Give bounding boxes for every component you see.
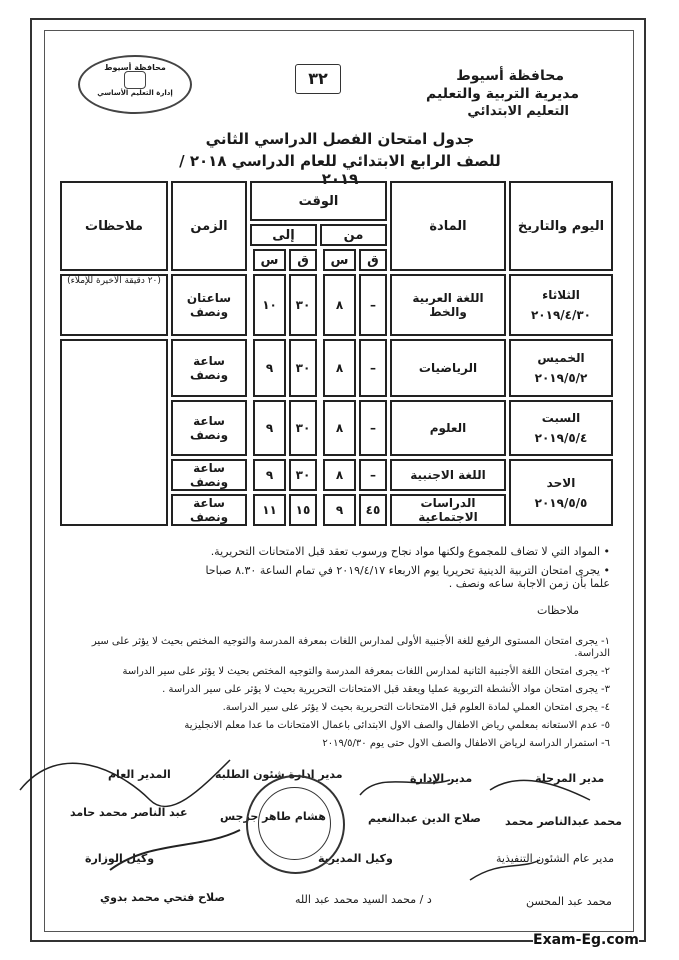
signature-title: مدير عام الشئون التنفيذية [496,852,614,865]
logo-text-top: محافظة أسيوط [104,63,166,72]
to-s-cell: ١١ [253,494,286,526]
signature-name: صلاح الدين عبدالنعيم [368,812,481,825]
to-q-cell: ٣٠ [289,459,317,491]
subject-cell: الرياضيات [390,339,506,397]
day-name: الثلاثاء [542,288,580,302]
header-subject: المادة [390,181,506,271]
header-from-s: س [323,249,356,271]
page-number: ٣٢ [295,64,341,94]
notes-title: ملاحظات [537,604,579,617]
header-line-primary: التعليم الابتدائي [467,104,569,119]
from-q-cell: – [359,400,387,456]
exam-date: ٢٠١٩/٥/٢ [534,371,588,385]
signature-name: محمد عبد المحسن [526,895,612,908]
table-row [60,339,613,397]
to-q-cell: ٣٠ [289,274,317,336]
subject-cell: العلوم [390,400,506,456]
day-date-cell [509,459,613,526]
duration-cell: ساعة ونصف [171,459,247,491]
to-q-cell: ١٥ [289,494,317,526]
signature-title: وكيل الوزارة [85,852,155,865]
signature-name: هشام طاهر جرجس [220,810,326,823]
exam-date: ٢٠١٩/٤/٣٠ [530,308,592,322]
logo-text-bottom: إدارة التعليم الأساسي [97,89,173,97]
note-item: ٦- استمرار الدراسة لرياض الاطفال والصف الاول حتى يوم ٢٠١٩/٥/٣٠ [322,738,610,749]
duration-cell: ساعة ونصف [171,339,247,397]
header-to-q: ق [289,249,317,271]
table-row [60,274,613,336]
to-s-cell: ١٠ [253,274,286,336]
header-line-directorate: مديرية التربية والتعليم [426,86,579,102]
title-line-1: جدول امتحان الفصل الدراسي الثاني [205,130,475,148]
from-q-cell: – [359,459,387,491]
signature-title: المدير العام [108,768,171,781]
note-item: ٥- عدم الاستعانه بمعلمي رياض الاطفال والصف الاول الابتدائى باعمال الامتحانات ما عدا معلم الانجليزية [184,720,610,731]
header-to-s: س [253,249,286,271]
signature-name: صلاح فتحي محمد بدوي [100,891,226,904]
to-s-cell: ٩ [253,400,286,456]
ministry-logo [78,55,192,114]
subject-cell: اللغة العربية والخط [390,274,506,336]
duration-cell: ساعة ونصف [171,400,247,456]
signature-name: محمد عبدالناصر محمد [505,815,622,828]
bullet-item: • المواد التي لا تضاف للمجموع ولكنها مواد نجاح ورسوب تعقد قبل الامتحانات التحريرية. [210,545,610,558]
header-duration: الزمن [171,181,247,271]
from-s-cell: ٩ [323,494,356,526]
signature-name: د / محمد السيد محمد عبد الله [295,893,432,906]
note-item: ٤- يجرى امتحان العملي لمادة العلوم قبل الامتحانات التحريرية بحيث لا يؤثر على سير الدراسة. [222,702,610,713]
day-date-cell [509,274,613,336]
duration-cell: ساعة ونصف [171,494,247,526]
day-name: الاحد [546,475,576,490]
subject-cell: الدراسات الاجتماعية [390,494,506,526]
to-s-cell: ٩ [253,459,286,491]
notes-list [90,636,610,756]
bullet-item: • يجرى امتحان التربية الدينية تحريريا يوم الاربعاء ٢٠١٩/٤/١٧ في تمام الساعة ٨.٣٠ صباحا علما بأن زمن الاجابة ساعه ونصف . [205,564,610,590]
from-s-cell: ٨ [323,459,356,491]
exam-date: ٢٠١٩/٥/٤ [534,431,588,445]
from-s-cell: ٨ [323,400,356,456]
day-name: الخميس [537,351,585,365]
header-day-date: اليوم والتاريخ [509,181,613,271]
to-q-cell: ٣٠ [289,339,317,397]
to-q-cell: ٣٠ [289,400,317,456]
note-item: ١- يجرى امتحان المستوى الرفيع للغة الأجنبية الأولى لمدارس اللغات بمعرفة المدرسة والتوجيه المختص بحيث لا يؤثر على سير الدراسة. [91,636,610,659]
bullet-list [195,545,610,596]
signature-title: وكيل المديرية [318,852,393,865]
signature-title: مدير ادارة شئون الطلبة [215,768,343,781]
from-q-cell: ٤٥ [359,494,387,526]
signature-name: عبد الناصر محمد حامد [70,806,188,819]
note-item: ٣- يجرى امتحان مواد الأنشطة التربوية عمليا ويعقد قبل الامتحانات التحريرية بحيث لا يؤثر على سير الدراسة . [162,684,610,695]
from-q-cell: – [359,339,387,397]
subject-cell: اللغة الاجنبية [390,459,506,491]
note-item: ٢- يجرى امتحان اللغة الأجنبية الثانية لمدارس اللغات بمعرفة المدرسة والتوجيه المختص بحيث لا يؤثر على سير الدراسة [122,666,610,677]
day-name: السبت [541,411,581,425]
day-date-cell [509,400,613,456]
header-to: إلى [250,224,317,246]
from-q-cell: – [359,274,387,336]
official-stamp [258,787,331,860]
header-from: من [320,224,387,246]
header-line-governorate: محافظة أسيوط [456,68,564,84]
header-notes: ملاحظات [60,181,168,271]
to-s-cell: ٩ [253,339,286,397]
from-s-cell: ٨ [323,339,356,397]
exam-schedule-table [57,178,616,529]
header-from-q: ق [359,249,387,271]
from-s-cell: ٨ [323,274,356,336]
signature-title: مدير الإدارة [410,772,473,785]
site-watermark: Exam-Eg.com [533,932,639,948]
header-time: الوقت [250,181,387,221]
signature-title: مدير المرحلة [535,772,605,785]
duration-cell: ساعتان ونصف [171,274,247,336]
exam-date: ٢٠١٩/٥/٥ [534,495,588,510]
day-date-cell [509,339,613,397]
note-cell: (٢٠ دقيقة الأخيرة للإملاء) [60,274,168,336]
note-cell [60,339,168,526]
crest-icon [124,71,146,89]
title-line-2: للصف الرابع الابتدائي للعام الدراسي ٢٠١٨ / ٢٠١٩ [179,152,501,188]
